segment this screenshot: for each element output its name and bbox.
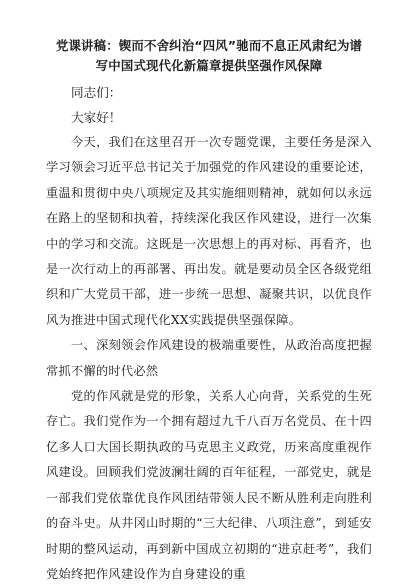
title-line-1: 党课讲稿：锲而不舍纠治“四风”驰而不息正风肃纪为谱 <box>55 38 363 53</box>
document-page <box>46 36 372 587</box>
paragraph-section-1: 党的作风就是党的形象，关系人心向背，关系党的生死存亡。我们党作为一个拥有超过九千八百万名党员、在十四亿多人口大国长期执政的马克思主义政党，历来高度重视作风建设。回顾我们党波澜壮阔的百年征程，一部党史，就是一部我们党依靠优良作风团结带领人民不断从胜利走向胜利的奋斗史。从井冈山时期的“三大纪律、八项注意”，到延安时期的整风运动，再到新中国成立初期的“进京赶考”，我们党始终把作风建设作为自身建设的重 <box>46 389 372 581</box>
salutation-greeting: 大家好！ <box>71 110 122 125</box>
paragraph-intro: 今天，我们在这里召开一次专题党课，主要任务是深入学习领会习近平总书记关于加强党的作风建设的重要论述，重温和贯彻中央八项规定及其实施细则精神，就如何以永远在路上的坚韧和执着，持续深化我区作风建设，进行一次集中的学习和交流。这既是一次思想上的再对标、再看齐，也是一次行动上的再部署、再出发。就是要动员全区各级党组织和广大党员干部，进一步统一思想、凝聚共识，以优良作风为推进中国式现代化XX实践提供坚强保障。 <box>46 135 372 327</box>
section-heading-1: 一、深刻领会作风建设的极端重要性，从政治高度把握常抓不懈的时代必然 <box>46 338 372 378</box>
title-line-2: 写中国式现代化新篇章提供坚强作风保障 <box>95 58 323 73</box>
salutation-comrades: 同志们： <box>71 85 122 100</box>
document-title <box>46 36 372 76</box>
